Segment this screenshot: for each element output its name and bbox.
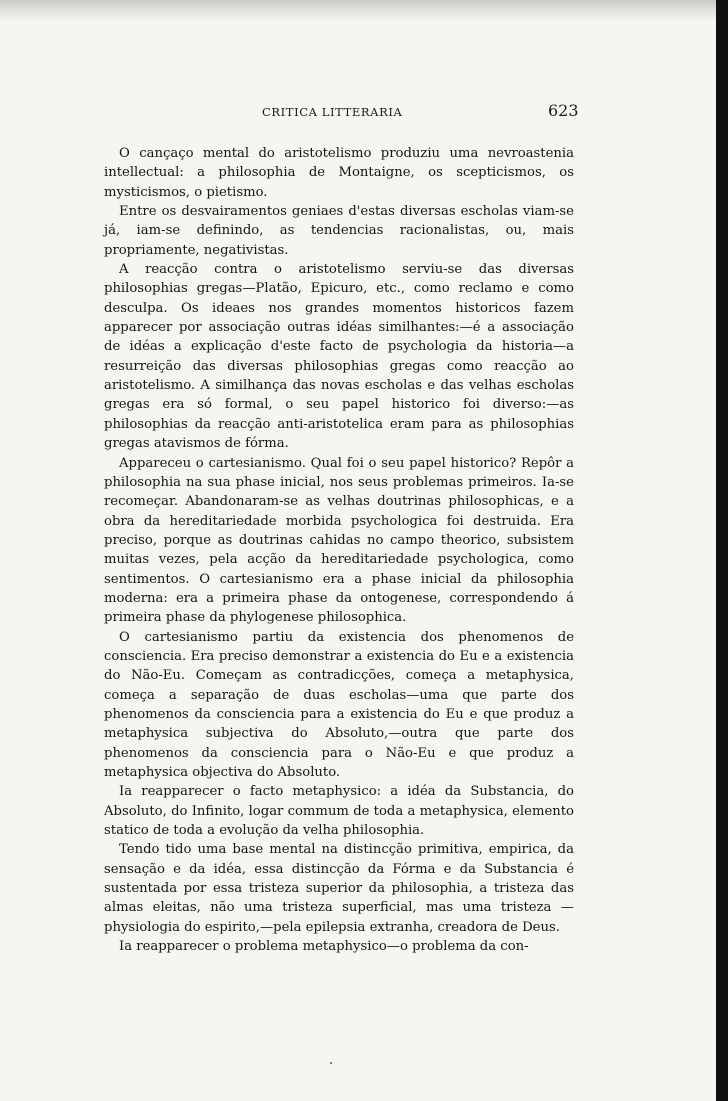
paragraph-6: Ia reapparecer o facto metaphysico: a idéa da Substancia, do Absoluto, do Infinito, logar commum de toda a metaphysica, elemento statico de toda a evolução da velha philosophia. xyxy=(104,784,574,839)
page-header xyxy=(0,101,716,125)
paragraph-5: O cartesianismo partiu da existencia dos phenomenos de consciencia. Era preciso demonstrar a existencia do Eu e a existencia do Não-Eu. Começam as contradicções, começa a metaphysica, começa a separação de duas escholas—uma que parte dos phenomenos da consciencia para a existencia do Eu e que produz a metaphysica subjectiva do Absoluto,—outra que parte dos phenomenos da consciencia para o Não-Eu e que produz a metaphysica objectiva do Absoluto. xyxy=(104,629,574,780)
paragraph-3: A reacção contra o aristotelismo serviu-se das diversas philosophias gregas—Platão, Epicuro, etc., como reclamo e como desculpa. Os ideaes nos grandes momentos historicos fazem apparecer por associação outras idéas similhantes:—é a associação de idéas a explicação d'este facto de psychologia da historia—a resurreição das diversas philosophias gregas como reacção ao aristotelismo. A similhança das novas escholas e das velhas escholas gregas era só formal, o seu papel historico foi diverso:—as philosophias da reacção anti-aristotelica eram para as philosophias gregas atavismos de fórma. xyxy=(104,262,574,452)
page-number: 623 xyxy=(548,101,579,120)
paragraph-2: Entre os desvairamentos geniaes d'estas diversas escholas viam-se já, iam-se definindo, as tendencias racionalistas, ou, mais propriamente, negativistas. xyxy=(104,204,574,258)
scan-edge xyxy=(716,0,728,1101)
body-text xyxy=(104,144,574,956)
paragraph-4: Appareceu o cartesianismo. Qual foi o seu papel historico? Repôr a philosophia na sua phase inicial, nos seus problemas primeiros. Ia-se recomeçar. Abandonaram-se as velhas doutrinas philosophicas, e a obra da hereditariedade morbida psychologica foi destruida. Era preciso, porque as doutrinas cahidas no campo theorico, subsistem muitas vezes, pela acção da hereditariedade psychologica, como sentimentos. O cartesianismo era a phase inicial da philosophia moderna: era a primeira phase da ontogenese, correspondendo á primeira phase da phylogenese philosophica. xyxy=(104,455,574,626)
paragraph-7: Tendo tido uma base mental na distincção primitiva, empirica, da sensação e da idéa, essa distincção da Fórma e da Substancia é sustentada por essa tristeza superior da philosophia, a tristeza das almas eleitas, não uma tristeza superficial, mas uma tristeza —physiologia do espirito,—pela epilepsia extranha, creadora de Deus. xyxy=(104,842,574,935)
scan-shadow xyxy=(0,0,716,22)
running-title: CRITICA LITTERARIA xyxy=(262,105,403,119)
paragraph-1: O cançaço mental do aristotelismo produziu uma nevroastenia intellectual: a philosophia de Montaigne, os scepticismos, os mysticismos, o pietismo. xyxy=(104,146,574,200)
ink-speck xyxy=(330,1062,332,1064)
paragraph-8: Ia reapparecer o problema metaphysico—o problema da con- xyxy=(119,939,529,955)
